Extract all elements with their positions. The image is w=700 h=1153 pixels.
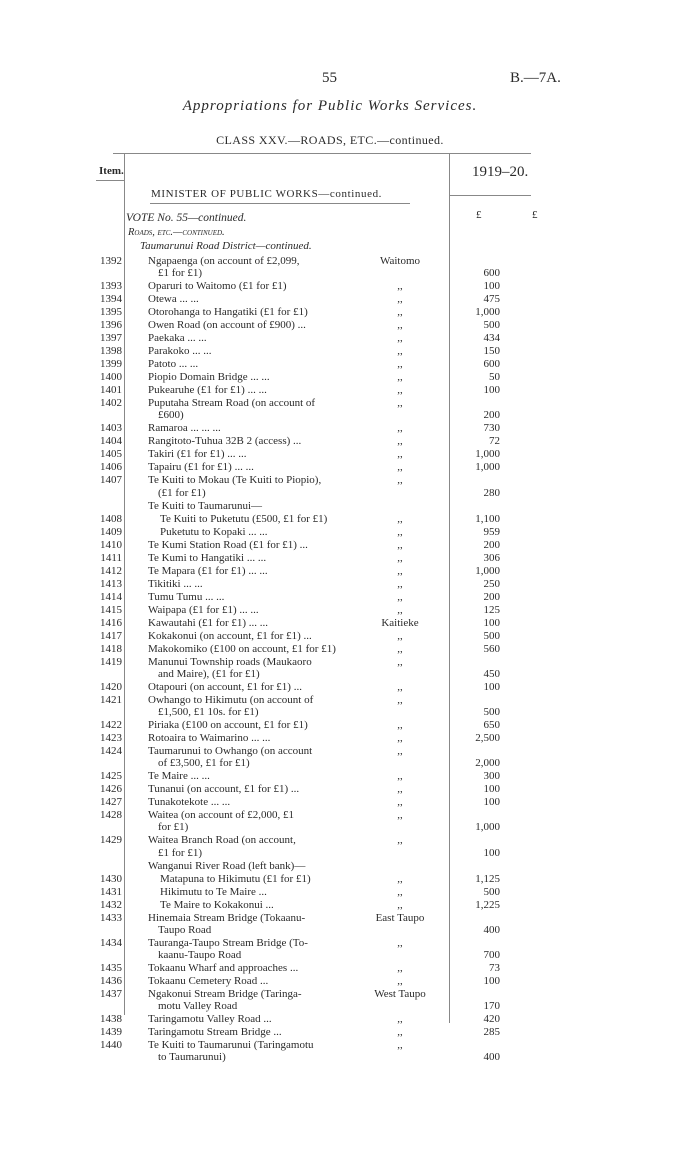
table-row xyxy=(0,526,700,538)
item-description: of £3,500, £1 for £1) xyxy=(158,757,250,770)
item-number: 1433 xyxy=(100,911,122,924)
table-row xyxy=(0,448,700,460)
table-row xyxy=(0,332,700,344)
item-amount: 170 xyxy=(483,1000,500,1013)
item-number: 1415 xyxy=(100,603,122,616)
item-description: Tokaanu Cemetery Road ... xyxy=(148,975,269,987)
item-description: Kokakonui (on account, £1 for £1) ... xyxy=(148,629,312,642)
item-description: Te Mapara (£1 for £1) ... ... xyxy=(148,564,268,577)
item-amount: 1,225 xyxy=(475,898,500,911)
item-amount: 125 xyxy=(483,603,500,616)
item-amount: 434 xyxy=(483,332,500,345)
item-district: Waitomo xyxy=(379,255,421,267)
item-number: 1430 xyxy=(100,872,122,885)
table-row xyxy=(0,937,700,949)
item-number: 1440 xyxy=(100,1039,122,1052)
item-description: £1 for £1) xyxy=(158,267,202,280)
table-row xyxy=(0,783,700,795)
item-district: ,, xyxy=(397,834,403,847)
item-description: Oparuri to Waitomo (£1 for £1) xyxy=(148,280,287,293)
table-row xyxy=(0,255,700,267)
item-description: Matapuna to Hikimutu (£1 for £1) xyxy=(160,872,311,885)
item-description: Owhango to Hikimutu (on account of xyxy=(148,693,314,706)
item-number: 1412 xyxy=(100,564,122,577)
item-district: East Taupo xyxy=(375,911,425,924)
item-description: Patoto ... ... xyxy=(148,358,199,371)
item-district: ,, xyxy=(397,474,403,487)
item-district: ,, xyxy=(397,732,403,744)
item-district: ,, xyxy=(397,872,403,885)
item-number: 1408 xyxy=(100,512,122,525)
table-row xyxy=(0,1039,700,1051)
item-district: ,, xyxy=(397,962,403,974)
vote-heading: VOTE No. 55—continued. xyxy=(126,212,247,224)
table-row xyxy=(0,384,700,396)
item-number: 1396 xyxy=(100,319,122,332)
table-row xyxy=(0,435,700,447)
item-number: 1417 xyxy=(100,629,122,642)
table-row xyxy=(0,474,700,486)
item-number: 1423 xyxy=(100,732,122,744)
item-amount: 600 xyxy=(483,358,500,371)
class-heading: CLASS XXV.—ROADS, ETC.—continued. xyxy=(216,133,444,147)
item-amount: 1,000 xyxy=(475,306,500,319)
item-number: 1420 xyxy=(100,680,122,693)
item-amount: 200 xyxy=(483,590,500,603)
table-row xyxy=(0,345,700,357)
item-description: Kawautahi (£1 for £1) ... ... xyxy=(148,616,269,629)
table-row xyxy=(0,539,700,551)
item-description: Te Kuiti to Puketutu (£500, £1 for £1) xyxy=(160,512,328,525)
item-amount: 72 xyxy=(489,435,500,448)
item-description: Otewa ... ... xyxy=(148,293,199,306)
item-amount: 730 xyxy=(483,422,500,435)
item-district: ,, xyxy=(397,397,403,410)
table-row xyxy=(0,873,700,885)
item-number: 1397 xyxy=(100,332,122,345)
item-description: Otapouri (on account, £1 for £1) ... xyxy=(148,680,302,693)
item-amount: 1,000 xyxy=(475,461,500,474)
item-district: ,, xyxy=(397,1026,403,1039)
item-number: 1424 xyxy=(100,745,122,757)
item-amount: 100 xyxy=(483,280,500,293)
table-row xyxy=(0,732,700,744)
roads-heading: Roads, etc.—continued. xyxy=(128,227,225,238)
table-row xyxy=(0,681,700,693)
item-amount: 650 xyxy=(483,719,500,731)
item-amount: 500 xyxy=(483,629,500,642)
item-district: ,, xyxy=(397,936,403,949)
table-row xyxy=(0,834,700,846)
item-description: Takiri (£1 for £1) ... ... xyxy=(148,448,247,461)
item-district: ,, xyxy=(397,384,403,397)
item-number: 1427 xyxy=(100,796,122,809)
item-description: Tapairu (£1 for £1) ... ... xyxy=(148,461,254,474)
item-amount: 300 xyxy=(483,770,500,783)
item-head-rule xyxy=(96,180,124,181)
table-row-continuation xyxy=(0,949,700,961)
table-row xyxy=(0,988,700,1000)
table-row xyxy=(0,500,700,512)
item-amount: 73 xyxy=(489,962,500,974)
item-amount: 500 xyxy=(483,885,500,898)
item-description: Pukearuhe (£1 for £1) ... ... xyxy=(148,384,267,397)
item-description: Paekaka ... ... xyxy=(148,332,207,345)
item-number: 1422 xyxy=(100,719,122,731)
pound-unit-1: £ xyxy=(476,209,482,221)
page-number: 55 xyxy=(322,70,337,86)
table-row xyxy=(0,694,700,706)
item-district: ,, xyxy=(397,655,403,668)
item-description: Manunui Township roads (Maukaoro xyxy=(148,655,312,668)
district-heading: Taumarunui Road District—continued. xyxy=(140,240,312,252)
item-description: Taringamotu Stream Bridge ... xyxy=(148,1026,282,1039)
table-row xyxy=(0,886,700,898)
table-row xyxy=(0,565,700,577)
table-row xyxy=(0,656,700,668)
item-description: Tokaanu Wharf and approaches ... xyxy=(148,962,299,974)
item-district: ,, xyxy=(397,422,403,435)
item-amount: 100 xyxy=(483,975,500,987)
item-number: 1421 xyxy=(100,693,122,706)
table-row xyxy=(0,860,700,872)
document-code: B.—7A. xyxy=(510,70,561,86)
table-row xyxy=(0,461,700,473)
item-number: 1418 xyxy=(100,642,122,655)
item-number: 1419 xyxy=(100,655,122,668)
item-description: Parakoko ... ... xyxy=(148,345,212,358)
item-number: 1414 xyxy=(100,590,122,603)
item-number: 1437 xyxy=(100,988,122,1000)
item-amount: 100 xyxy=(483,680,500,693)
item-number: 1409 xyxy=(100,525,122,538)
table-row-continuation xyxy=(0,1051,700,1063)
table-row xyxy=(0,397,700,409)
item-district: ,, xyxy=(397,885,403,898)
item-district: Kaitieke xyxy=(381,616,419,629)
table-row xyxy=(0,796,700,808)
item-number: 1404 xyxy=(100,435,122,448)
item-amount: 1,000 xyxy=(475,448,500,461)
item-number: 1394 xyxy=(100,293,122,306)
item-number: 1439 xyxy=(100,1026,122,1039)
table-row xyxy=(0,591,700,603)
item-description: Puputaha Stream Road (on account of xyxy=(148,397,316,410)
item-description: Taringamotu Valley Road ... xyxy=(148,1013,272,1026)
item-description: Te Kuiti to Taumarunui (Taringamotu xyxy=(148,1039,314,1052)
table-row xyxy=(0,578,700,590)
item-amount: 959 xyxy=(483,525,500,538)
table-row xyxy=(0,809,700,821)
item-district: ,, xyxy=(397,293,403,306)
table-row-continuation xyxy=(0,757,700,769)
table-row xyxy=(0,422,700,434)
header-rule xyxy=(113,153,531,154)
item-amount: 285 xyxy=(483,1026,500,1039)
item-amount: 2,500 xyxy=(475,732,500,744)
item-district: ,, xyxy=(397,796,403,809)
table-row-continuation xyxy=(0,924,700,936)
item-district: ,, xyxy=(397,448,403,461)
item-amount: 450 xyxy=(483,667,500,680)
item-number: 1410 xyxy=(100,538,122,551)
item-number: 1416 xyxy=(100,616,122,629)
item-number: 1435 xyxy=(100,962,122,974)
item-amount: 100 xyxy=(483,846,500,859)
item-number: 1407 xyxy=(100,474,122,487)
item-district: ,, xyxy=(397,332,403,345)
table-row-continuation xyxy=(0,487,700,499)
item-amount: 1,125 xyxy=(475,872,500,885)
table-row xyxy=(0,358,700,370)
table-row xyxy=(0,630,700,642)
year-head-rule xyxy=(449,195,531,196)
item-number: 1411 xyxy=(100,551,122,564)
item-district: ,, xyxy=(397,603,403,616)
item-amount: 100 xyxy=(483,783,500,796)
item-description: Piopio Domain Bridge ... ... xyxy=(148,371,270,384)
item-number: 1393 xyxy=(100,280,122,293)
item-description: Rangitoto-Tuhua 32B 2 (access) ... xyxy=(148,435,302,448)
item-description: (£1 for £1) xyxy=(158,486,206,499)
item-district: ,, xyxy=(397,642,403,655)
item-number: 1431 xyxy=(100,885,122,898)
item-district: ,, xyxy=(397,680,403,693)
item-description: Hinemaia Stream Bridge (Tokaanu- xyxy=(148,911,306,924)
item-district: ,, xyxy=(397,719,403,731)
item-number: 1426 xyxy=(100,783,122,796)
item-description: Te Maire to Kokakonui ... xyxy=(160,898,274,911)
item-district: ,, xyxy=(397,770,403,783)
item-description: Owen Road (on account of £900) ... xyxy=(148,319,306,332)
item-amount: 200 xyxy=(483,538,500,551)
item-district: ,, xyxy=(397,975,403,987)
item-description: Tauranga-Taupo Stream Bridge (To- xyxy=(148,936,308,949)
table-row xyxy=(0,745,700,757)
item-description: Tunakotekote ... ... xyxy=(148,796,231,809)
item-description: Wanganui River Road (left bank)— xyxy=(148,859,306,872)
item-number: 1402 xyxy=(100,397,122,410)
item-description: £1 for £1) xyxy=(158,846,202,859)
item-description: £600) xyxy=(158,409,184,422)
item-number: 1434 xyxy=(100,936,122,949)
item-description: Te Maire ... ... xyxy=(148,770,210,783)
table-row xyxy=(0,975,700,987)
item-number: 1432 xyxy=(100,898,122,911)
table-row-continuation xyxy=(0,1000,700,1012)
table-row-continuation xyxy=(0,821,700,833)
item-district: ,, xyxy=(397,512,403,525)
item-description: £1,500, £1 10s. for £1) xyxy=(158,706,259,718)
item-district: ,, xyxy=(397,280,403,293)
table-row xyxy=(0,306,700,318)
table-row xyxy=(0,899,700,911)
item-amount: 560 xyxy=(483,642,500,655)
item-description: Waipapa (£1 for £1) ... ... xyxy=(148,603,259,616)
item-number: 1398 xyxy=(100,345,122,358)
item-district: ,, xyxy=(397,898,403,911)
item-district: ,, xyxy=(397,577,403,590)
item-district: ,, xyxy=(397,590,403,603)
table-row xyxy=(0,293,700,305)
item-number: 1438 xyxy=(100,1013,122,1026)
ministry-heading: MINISTER OF PUBLIC WORKS—continued. xyxy=(151,188,383,200)
item-description: and Maire), (£1 for £1) xyxy=(158,667,260,680)
item-district: ,, xyxy=(397,693,403,706)
item-amount: 1,100 xyxy=(475,512,500,525)
item-district: ,, xyxy=(397,564,403,577)
item-amount: 150 xyxy=(483,345,500,358)
item-number: 1428 xyxy=(100,809,122,822)
item-amount: 700 xyxy=(483,949,500,961)
item-amount: 2,000 xyxy=(475,757,500,770)
item-amount: 1,000 xyxy=(475,821,500,834)
item-description: motu Valley Road xyxy=(158,1000,238,1013)
item-district: West Taupo xyxy=(374,988,426,1000)
table-row xyxy=(0,617,700,629)
item-district: ,, xyxy=(397,306,403,319)
item-district: ,, xyxy=(397,1039,403,1052)
item-district: ,, xyxy=(397,461,403,474)
table-row xyxy=(0,371,700,383)
table-row xyxy=(0,319,700,331)
item-district: ,, xyxy=(397,809,403,822)
item-number: 1395 xyxy=(100,306,122,319)
item-number: 1392 xyxy=(100,255,122,267)
item-number: 1405 xyxy=(100,448,122,461)
item-description: for £1) xyxy=(158,821,189,834)
table-row xyxy=(0,770,700,782)
item-district: ,, xyxy=(397,783,403,796)
item-description: Te Kumi to Hangatiki ... ... xyxy=(148,551,267,564)
item-number: 1413 xyxy=(100,577,122,590)
item-number: 1403 xyxy=(100,422,122,435)
item-description: to Taumarunui) xyxy=(158,1051,226,1064)
item-description: Ngakonui Stream Bridge (Taringa- xyxy=(148,988,302,1000)
item-amount: 475 xyxy=(483,293,500,306)
item-number: 1436 xyxy=(100,975,122,987)
item-description: Te Kumi Station Road (£1 for £1) ... xyxy=(148,538,308,551)
table-row xyxy=(0,912,700,924)
item-number: 1401 xyxy=(100,384,122,397)
item-description: Taumarunui to Owhango (on account xyxy=(148,745,313,757)
item-description: Piriaka (£100 on account, £1 for £1) xyxy=(148,719,308,731)
item-description: Ramaroa ... ... ... xyxy=(148,422,221,435)
item-number: 1406 xyxy=(100,461,122,474)
item-district: ,, xyxy=(397,319,403,332)
item-number: 1399 xyxy=(100,358,122,371)
item-description: Te Kuiti to Taumarunui— xyxy=(148,499,263,512)
item-description: Rotoaira to Waimarino ... ... xyxy=(148,732,271,744)
item-district: ,, xyxy=(397,1013,403,1026)
table-row xyxy=(0,1026,700,1038)
item-district: ,, xyxy=(397,745,403,757)
item-column-header: Item. xyxy=(99,165,124,177)
item-amount: 100 xyxy=(483,796,500,809)
table-row xyxy=(0,513,700,525)
item-description: kaanu-Taupo Road xyxy=(158,949,242,961)
table-row-continuation xyxy=(0,409,700,421)
table-row xyxy=(0,604,700,616)
item-description: Taupo Road xyxy=(158,923,212,936)
table-row-continuation xyxy=(0,267,700,279)
table-row-continuation xyxy=(0,668,700,680)
table-row xyxy=(0,280,700,292)
item-amount: 500 xyxy=(483,706,500,718)
item-description: Hikimutu to Te Maire ... xyxy=(160,885,267,898)
item-district: ,, xyxy=(397,358,403,371)
item-description: Ngapaenga (on account of £2,099, xyxy=(148,255,300,267)
item-description: Waitea Branch Road (on account, xyxy=(148,834,296,847)
table-row-continuation xyxy=(0,847,700,859)
page-title: Appropriations for Public Works Services. xyxy=(182,98,478,114)
item-amount: 400 xyxy=(483,923,500,936)
item-amount: 420 xyxy=(483,1013,500,1026)
table-row xyxy=(0,643,700,655)
item-amount: 600 xyxy=(483,267,500,280)
item-description: Te Kuiti to Mokau (Te Kuiti to Piopio), xyxy=(148,474,322,487)
table-row xyxy=(0,719,700,731)
item-amount: 200 xyxy=(483,409,500,422)
year-column-header: 1919–20. xyxy=(472,164,529,180)
item-number: 1400 xyxy=(100,371,122,384)
table-row xyxy=(0,1013,700,1025)
item-number: 1425 xyxy=(100,770,122,783)
table-row xyxy=(0,962,700,974)
item-district: ,, xyxy=(397,435,403,448)
item-description: Tunanui (on account, £1 for £1) ... xyxy=(148,783,300,796)
item-number: 1429 xyxy=(100,834,122,847)
item-district: ,, xyxy=(397,538,403,551)
item-description: Otorohanga to Hangatiki (£1 for £1) xyxy=(148,306,308,319)
item-amount: 500 xyxy=(483,319,500,332)
item-description: Makokomiko (£100 on account, £1 for £1) xyxy=(148,642,336,655)
item-amount: 100 xyxy=(483,384,500,397)
item-district: ,, xyxy=(397,525,403,538)
table-row xyxy=(0,552,700,564)
pound-unit-2: £ xyxy=(532,209,538,221)
item-amount: 306 xyxy=(483,551,500,564)
item-description: Puketutu to Kopaki ... ... xyxy=(160,525,268,538)
item-amount: 1,000 xyxy=(475,564,500,577)
item-description: Waitea (on account of £2,000, £1 xyxy=(148,809,295,822)
item-amount: 50 xyxy=(489,371,500,384)
table-row-continuation xyxy=(0,706,700,718)
item-amount: 100 xyxy=(483,616,500,629)
item-description: Tikitiki ... ... xyxy=(148,577,203,590)
item-district: ,, xyxy=(397,371,403,384)
item-description: Tumu Tumu ... ... xyxy=(148,590,225,603)
item-amount: 280 xyxy=(483,486,500,499)
item-district: ,, xyxy=(397,551,403,564)
item-amount: 250 xyxy=(483,577,500,590)
item-district: ,, xyxy=(397,345,403,358)
item-district: ,, xyxy=(397,629,403,642)
ministry-rule xyxy=(150,203,410,204)
item-amount: 400 xyxy=(483,1051,500,1064)
